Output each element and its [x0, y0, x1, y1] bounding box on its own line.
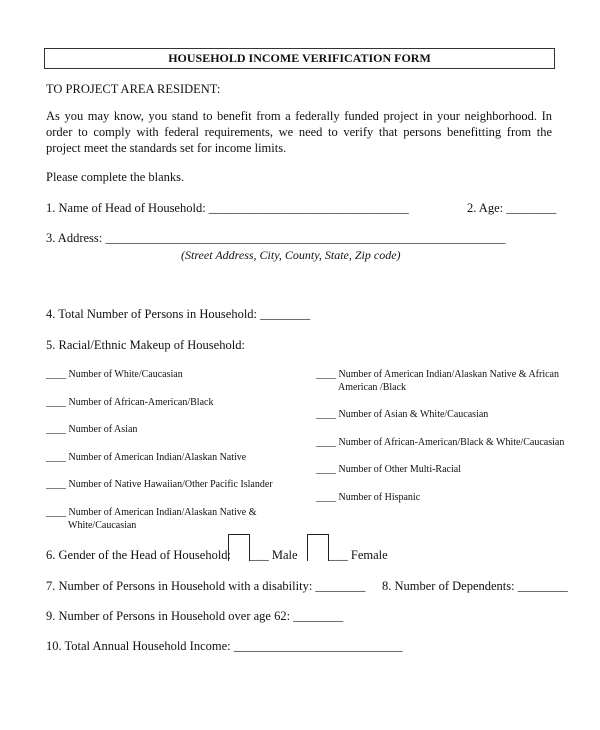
q7-disability-field[interactable]: 7. Number of Persons in Household with a disability: ________: [46, 579, 366, 593]
race-black-white-field[interactable]: ____ Number of African-American/Black & White/Caucasian: [316, 437, 565, 448]
male-label: ___ Male: [250, 548, 298, 562]
race-asian-field[interactable]: ____ Number of Asian: [46, 424, 138, 435]
race-black-field[interactable]: ____ Number of African-American/Black: [46, 397, 214, 408]
race-indian-black-field[interactable]: ____ Number of American Indian/Alaskan Native & African: [316, 369, 559, 380]
race-indian-white-cont: White/Caucasian: [68, 520, 137, 531]
intro-paragraph: As you may know, you stand to benefit from a federally funded project in your neighborhood. In order to comply with federal requirements, we need to verify that persons benefitting from the project meet the standards set for income limits.: [46, 109, 552, 155]
female-checkbox[interactable]: [307, 534, 329, 561]
instruction: Please complete the blanks.: [46, 170, 185, 184]
q6-label: 6. Gender of the Head of Household:: [46, 548, 232, 562]
q3-address-field[interactable]: 3. Address: ________________________________________________________________: [46, 231, 506, 245]
race-multi-field[interactable]: ____ Number of Other Multi-Racial: [316, 464, 461, 475]
q9-over62-field[interactable]: 9. Number of Persons in Household over age 62: ________: [46, 609, 344, 623]
form-title: HOUSEHOLD INCOME VERIFICATION FORM: [44, 48, 555, 69]
race-asian-white-field[interactable]: ____ Number of Asian & White/Caucasian: [316, 409, 489, 420]
q5-label: 5. Racial/Ethnic Makeup of Household:: [46, 338, 245, 352]
q4-persons-field[interactable]: 4. Total Number of Persons in Household: ________: [46, 307, 311, 321]
salutation: TO PROJECT AREA RESIDENT:: [46, 82, 221, 96]
q10-income-field[interactable]: 10. Total Annual Household Income: ___________________________: [46, 639, 403, 653]
race-hawaiian-field[interactable]: ____ Number of Native Hawaiian/Other Pacific Islander: [46, 479, 273, 490]
race-indian-black-cont: American /Black: [338, 382, 407, 393]
race-american-indian-field[interactable]: ____ Number of American Indian/Alaskan Native: [46, 452, 247, 463]
q8-dependents-field[interactable]: 8. Number of Dependents: ________: [382, 579, 568, 593]
male-checkbox[interactable]: [228, 534, 250, 561]
address-hint: (Street Address, City, County, State, Zip code): [181, 248, 401, 262]
race-hispanic-field[interactable]: ____ Number of Hispanic: [316, 492, 421, 503]
female-label: ___ Female: [329, 548, 388, 562]
q2-age-field[interactable]: 2. Age: ________: [467, 201, 557, 215]
q1-name-field[interactable]: 1. Name of Head of Household: ________________________________: [46, 201, 409, 215]
race-indian-white-field[interactable]: ____ Number of American Indian/Alaskan Native &: [46, 507, 257, 518]
race-white-field[interactable]: ____ Number of White/Caucasian: [46, 369, 183, 380]
